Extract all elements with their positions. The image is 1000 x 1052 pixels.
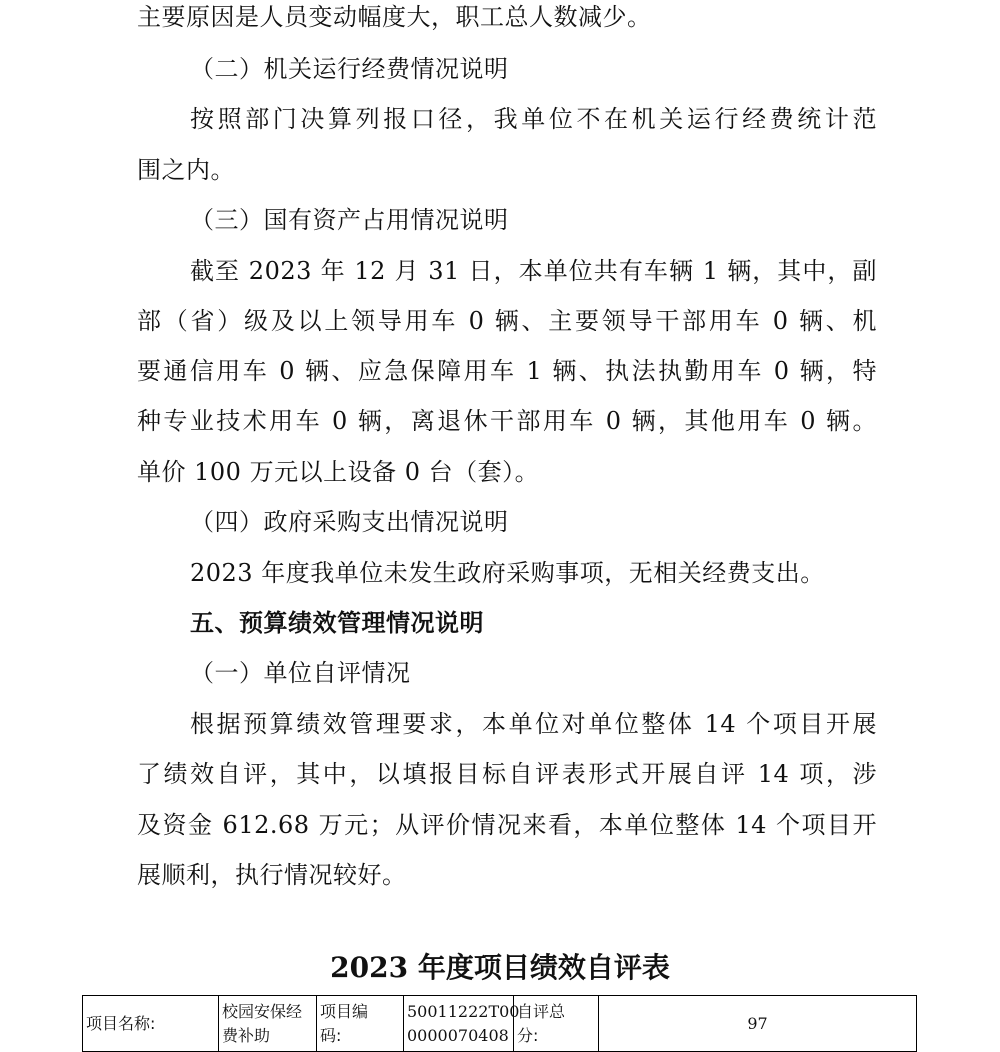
paragraph-line: 2023 年度我单位未发生政府采购事项，无相关经费支出。 <box>190 559 825 587</box>
score-label: 自评总 分: <box>514 996 599 1052</box>
section-heading: （二）机关运行经费情况说明 <box>190 55 509 83</box>
project-info-table <box>82 995 917 1052</box>
paragraph-line: 部（省）级及以上领导用车 0 辆、主要领导干部用车 0 辆、机 <box>137 307 877 335</box>
paragraph-line: 单价 100 万元以上设备 0 台（套）。 <box>137 458 540 486</box>
paragraph-line: 了绩效自评，其中，以填报目标自评表形式开展自评 14 项，涉 <box>137 760 877 788</box>
section-heading: （一）单位自评情况 <box>190 659 411 687</box>
paragraph-line: 截至 2023 年 12 月 31 日，本单位共有车辆 1 辆，其中，副 <box>190 257 877 285</box>
section-heading: （三）国有资产占用情况说明 <box>190 206 509 234</box>
paragraph-line: 围之内。 <box>137 156 235 184</box>
paragraph-line: 根据预算绩效管理要求，本单位对单位整体 14 个项目开展 <box>190 710 877 738</box>
paragraph-line: 展顺利，执行情况较好。 <box>137 861 407 889</box>
chapter-heading: 五、预算绩效管理情况说明 <box>190 608 484 637</box>
paragraph-line: 要通信用车 0 辆、应急保障用车 1 辆、执法执勤用车 0 辆，特 <box>137 357 877 385</box>
paragraph-line: 按照部门决算列报口径，我单位不在机关运行经费统计范 <box>190 105 877 133</box>
table-title: 2023 年度项目绩效自评表 <box>330 951 670 984</box>
paragraph-line: 种专业技术用车 0 辆，离退休干部用车 0 辆，其他用车 0 辆。 <box>137 407 877 435</box>
table-row <box>83 996 917 1052</box>
paragraph-line: 主要原因是人员变动幅度大，职工总人数减少。 <box>137 3 652 31</box>
paragraph-line: 及资金 612.68 万元；从评价情况来看，本单位整体 14 个项目开 <box>137 811 877 839</box>
project-code-value: 50011222T00 0000070408 <box>404 996 514 1052</box>
project-name-label: 项目名称: <box>83 996 219 1052</box>
project-name-value: 校园安保经 费补助 <box>219 996 317 1052</box>
section-heading: （四）政府采购支出情况说明 <box>190 508 509 536</box>
project-code-label: 项目编 码: <box>317 996 404 1052</box>
score-value: 97 <box>599 996 917 1052</box>
